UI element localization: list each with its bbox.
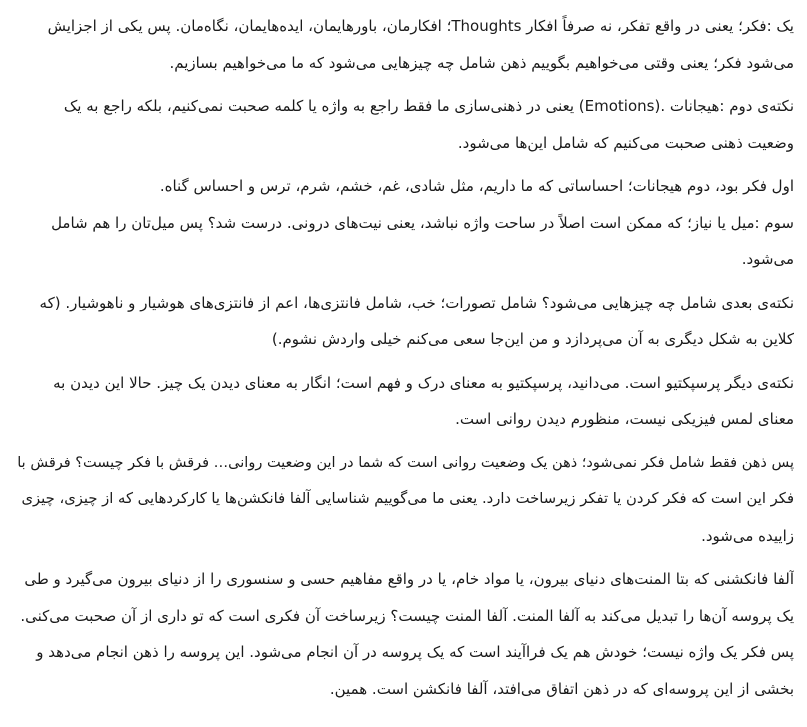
text-line: می‌شود. [741, 250, 794, 268]
text-line: نکته‌ی بعدی شامل چه چیزهایی می‌شود؟ شامل تصورات؛ خب، شامل فانتزی‌ها، اعم از فانتزی‌های هوشیار و ناهوشیار. (که [39, 293, 794, 312]
text-line: اول فکر بود، دوم هیجانات؛ احساساتی که ما داریم، مثل شادی، غم، خشم، شرم، ترس و احساس گناه. [159, 177, 794, 195]
text-line: وضعیت ذهنی صحبت می‌کنیم که شامل این‌ها می‌شود. [457, 133, 794, 152]
text-line: نکته‌ی دیگر پرسپکتیو است. می‌دانید، پرسپکتیو به معنای درک و فهم است؛ انگار به معنای دیدن یک چیز. حالا این دیدن به [53, 373, 794, 392]
paragraph-alpha-function [14, 561, 794, 707]
text-line: سوم :میل یا نیاز؛ که ممکن است اصلاً در ساحت واژه نباشد، یعنی نیت‌های درونی. درست شد؟ پس میل‌تان را هم شامل [51, 213, 794, 232]
text-line: زاییده می‌شود. [701, 526, 794, 545]
text-line: آلفا فانکشنی که بتا المنت‌های دنیای بیرون، یا مواد خام، یا در واقع مفاهیم حسی و سنسوری را از دنیای بیرون می‌گیرد و طی [24, 570, 794, 588]
text-line: یک پروسه آن‌ها را تبدیل می‌کند به آلفا المنت. آلفا المنت چیست؟ زیرساخت آن فکری است که تو داری از آن صحبت می‌کنی. [20, 606, 794, 625]
paragraph-fantasies [14, 285, 794, 358]
text-line: یک :فکر؛ یعنی در واقع تفکر، نه صرفاً افکار Thoughts؛ افکارمان، باورهایمان، ایده‌هایمان، نگاه‌مان. پس یکی از اجزایش [47, 17, 794, 35]
text-line: می‌شود فکر؛ یعنی وقتی می‌خواهیم بگوییم ذهن شامل چه چیزهایی می‌شود که ما می‌خواهیم بسازیم. [169, 53, 794, 72]
text-line: فکر این است که فکر کردن یا تفکر زیرساخت دارد. یعنی ما می‌گوییم شناسایی آلفا فانکشن‌ها یا کارکردهایی که از چیزی، چیزی [21, 490, 794, 507]
text-line: بخشی از این پروسه‌ای که در ذهن اتفاق می‌افتد، آلفا فانکشن است. همین. [329, 679, 794, 698]
text-line: پس ذهن فقط شامل فکر نمی‌شود؛ ذهن یک وضعیت روانی است که شما در این وضعیت روانی… فرقش با فکر چیست؟ فرقش با [17, 454, 794, 471]
paragraph-desire [14, 168, 794, 278]
paragraph-emotions [14, 88, 794, 161]
paragraph-mind-state [14, 445, 794, 555]
text-line: پس فکر یک واژه نیست؛ خودش هم یک فراآیند است که یک پروسه در آن انجام می‌شود. این پروسه را ذهن انجام می‌دهد و [36, 643, 794, 661]
text-line: نکته‌ی دوم :هیجانات .(Emotions) یعنی در ذهنی‌سازی ما فقط راجع به واژه یا کلمه صحبت نمی‌کنیم، بلکه راجع به یک [63, 97, 794, 115]
paragraph-thought [14, 8, 794, 81]
paragraph-perspective [14, 365, 794, 438]
text-line: کلاین به شکل دیگری به آن می‌پردازد و من این‌جا سعی می‌کنم خیلی واردش نشوم.) [271, 330, 794, 348]
text-line: معنای لمس فیزیکی نیست، منظورم دیدن روانی است. [455, 410, 794, 428]
